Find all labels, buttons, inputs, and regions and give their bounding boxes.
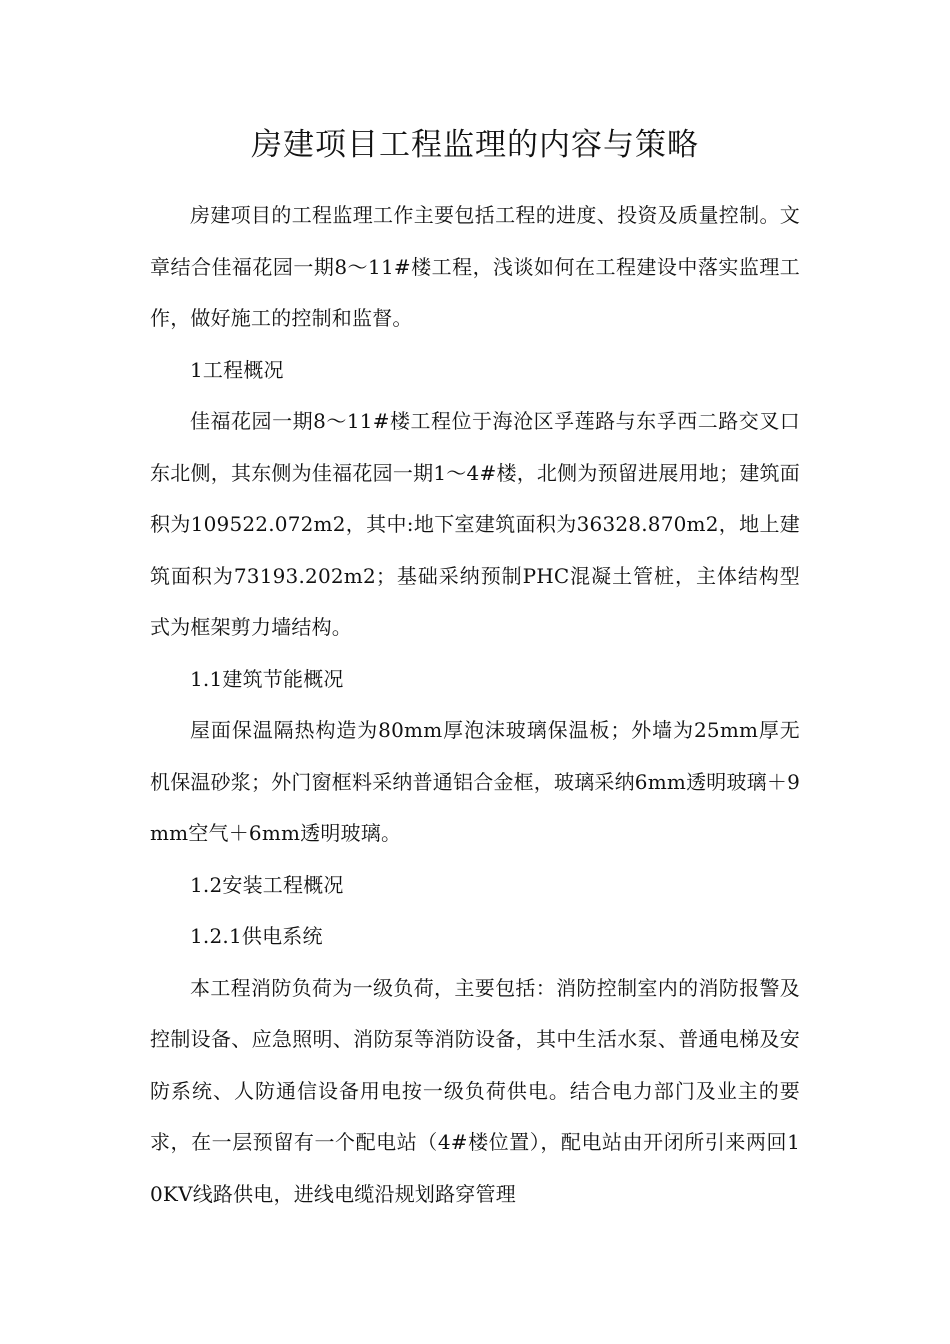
paragraph-power-supply: 本工程消防负荷为一级负荷，主要包括：消防控制室内的消防报警及控制设备、应急照明、消防泵等消防设备，其中生活水泵、普通电梯及安防系统、人防通信设备用电按一级负荷供电。结合电力部门及业主的要求，在一层预留有一个配电站（4#楼位置），配电站由开闭所引来两回10KV线路供电，进线电缆沿规划路穿管理 (150, 975, 800, 1206)
document-page (150, 0, 800, 1344)
paragraph-intro: 房建项目的工程监理工作主要包括工程的进度、投资及质量控制。文章结合佳福花园一期8～11#楼工程，浅谈如何在工程建设中落实监理工作，做好施工的控制和监督。 (150, 203, 800, 330)
paragraph-project-overview: 佳福花园一期8～11#楼工程位于海沧区孚莲路与东孚西二路交叉口东北侧，其东侧为佳福花园一期1～4#楼，北侧为预留进展用地；建筑面积为109522.072m2，其中:地下室建筑面积为36328.870m2，地上建筑面积为73193.202m2；基础采纳预制PHC混凝土管桩，主体结构型式为框架剪力墙结构。 (150, 409, 800, 639)
heading-power-supply: 1.2.1供电系统 (190, 924, 323, 948)
heading-project-overview: 1工程概况 (190, 357, 284, 382)
heading-installation: 1.2安装工程概况 (190, 872, 344, 897)
paragraph-energy-saving: 屋面保温隔热构造为80mm厚泡沫玻璃保温板；外墙为25mm厚无机保温砂浆；外门窗框料采纳普通铝合金框，玻璃采纳6mm透明玻璃＋9mm空气＋6mm透明玻璃。 (150, 718, 800, 845)
heading-energy-saving: 1.1建筑节能概况 (190, 666, 344, 691)
document-title: 房建项目工程监理的内容与策略 (251, 127, 699, 163)
document-body (150, 190, 800, 1220)
